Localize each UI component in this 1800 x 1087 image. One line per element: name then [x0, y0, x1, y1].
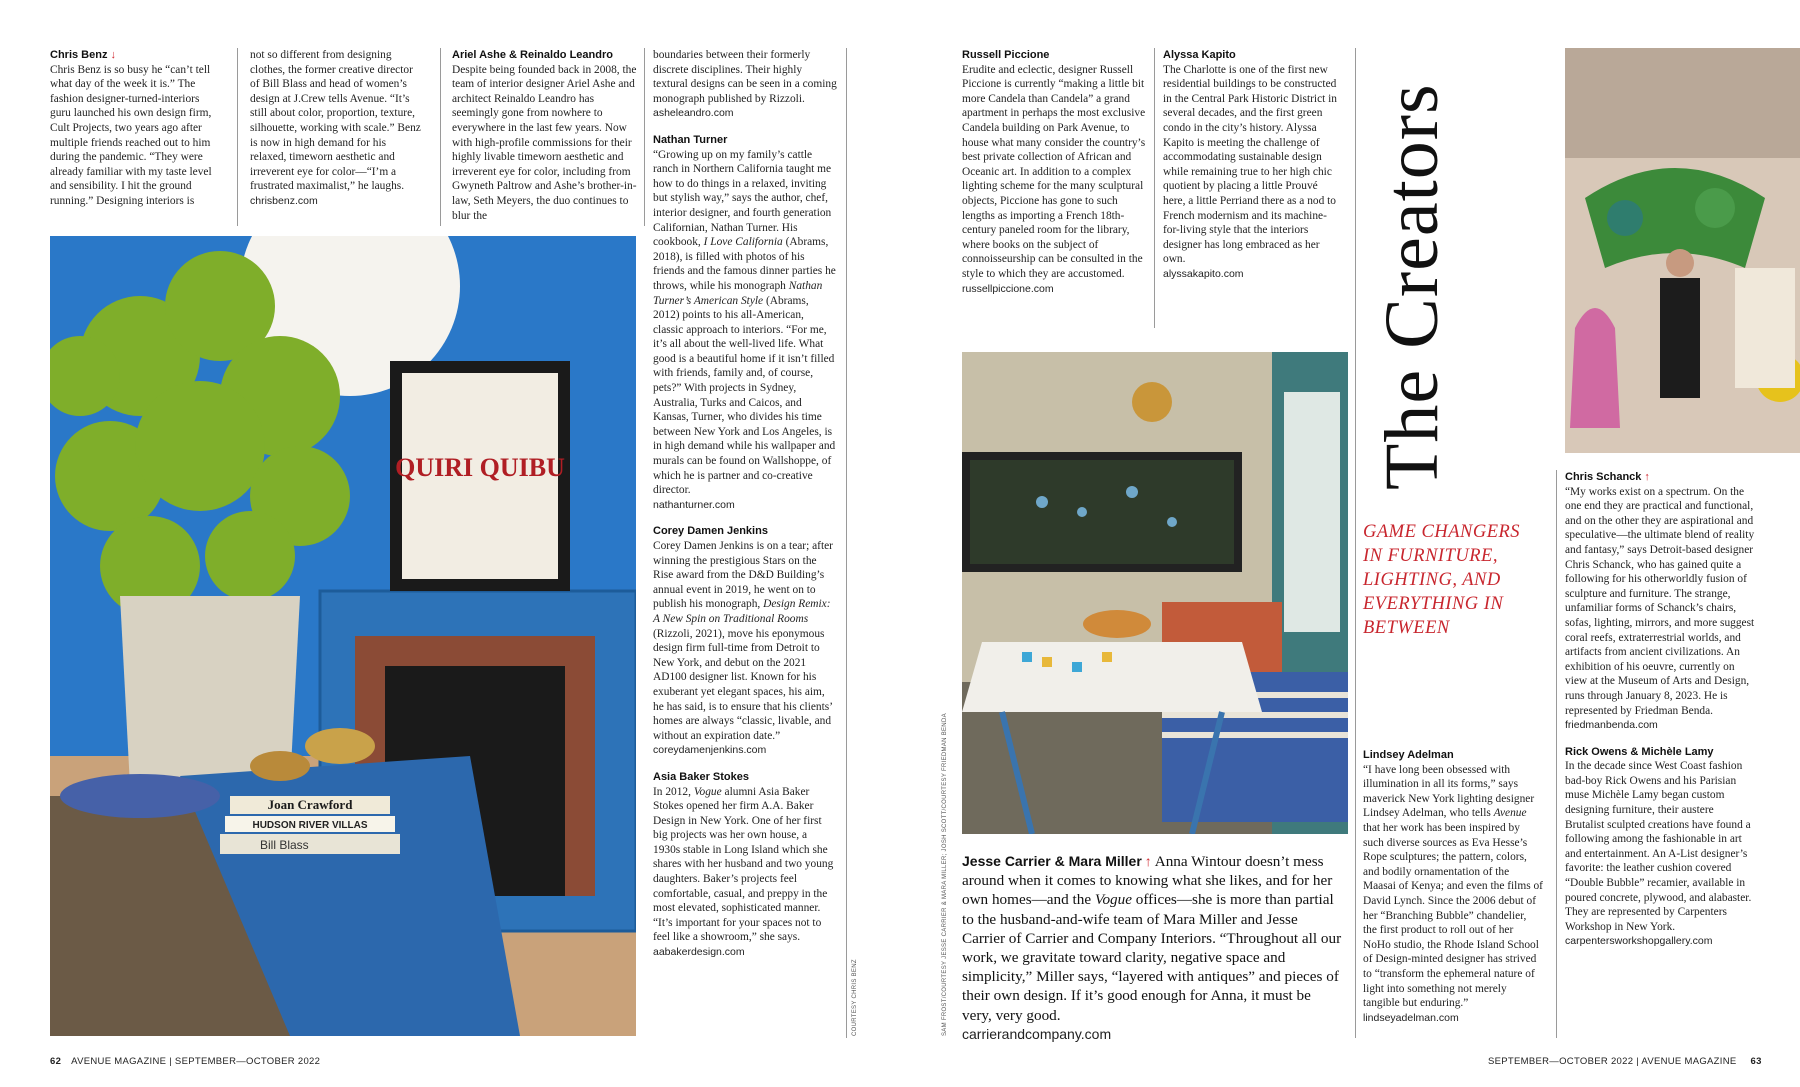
carrier-miller-dining-photo [962, 352, 1348, 834]
publication-name: Avenue [1493, 807, 1527, 820]
dining-illustration [962, 352, 1348, 834]
heading-chris-benz: Chris Benz ↓ [50, 49, 116, 61]
column-rule [1556, 470, 1557, 1038]
photo-credit: SAM FROST/COURTESY JESSE CARRIER & MARA MILLER; JOSH SCOTT/COURTESY FRIEDMAN BENDA [942, 713, 948, 1036]
body-text: Erudite and eclectic, designer Russell Piccione is currently “making a little bit more Candela than Candela” a grand apartment in perhaps the most exclusive Candela building on Park Avenue, to house what many consider the country’s best private collection of African and Oceanic art. In addition to a complex lighting scheme for the many sculptural objects, Piccione has gone to such lengths as importing a French 18th-century paneled room for the library, where books on the subject of connoisseurship can be consulted in the style to which they are accustomed. [962, 63, 1146, 280]
left-col-4 [653, 48, 837, 960]
body-text: not so different from designing clothes, the former creative director of Bill Blass and head of women’s design at J.Crew tells Avenue. “It’s still about color, proportion, texture, silhouette, working with scale.” Benz is now in high demand for his relaxed, timeworn aesthetic and irreverent eye for color—“I’m a frustrated maximalist,” he laughs. [250, 49, 421, 193]
left-col-2 [250, 48, 425, 209]
right-col-4 [1565, 470, 1755, 949]
footer-right [1488, 1056, 1762, 1067]
body-text: (Rizzoli, 2021), move his eponymous design firm full-time from Detroit to New York, and debut on the 2021 AD100 designer list. Known for his exuberant yet elegant spaces, his aim, he has said, is to ensure that his clients’ homes are always “classic, livable, and without an expiration date.” [653, 627, 833, 742]
right-col-1 [962, 48, 1150, 296]
right-col-2 [1163, 48, 1340, 282]
heading-ashe-leandro: Ariel Ashe & Reinaldo Leandro [452, 49, 613, 61]
heading-lindsey-adelman: Lindsey Adelman [1363, 749, 1454, 761]
column-rule [440, 48, 441, 226]
feature-carrier-miller [962, 852, 1344, 1044]
body-text: Anna Wintour doesn’t mess around when it comes to knowing what she likes, and for her own homes—and the [962, 853, 1333, 909]
heading-owens-lamy: Rick Owens & Michèle Lamy [1565, 745, 1714, 758]
chris-schanck-studio-photo [1565, 48, 1800, 453]
url-chrisbenz[interactable]: chrisbenz.com [250, 194, 318, 207]
publication-name: Vogue [1094, 891, 1132, 909]
body-text: “My works exist on a spectrum. On the one end they are practical and functional, and on the other they are aspirational and speculative—the ultimate blend of reality and fantasy,” says Detroit-based designer Chris Schanck, who has gained quite a following for his otherworldly fusion of sculpture and furniture. The strange, unfamiliar forms of Schanck’s chairs, sofas, lighting, mirrors, and more suggest coral reefs, extraterrestrial worlds, and artifacts from ancient civilizations. An exhibition of his oeuvre, currently on view at the Museum of Arts and Design, runs through January 8, 2023. He is represented by Friedman Benda. [1565, 485, 1755, 717]
footer-text: SEPTEMBER—OCTOBER 2022 | AVENUE MAGAZINE [1488, 1056, 1737, 1067]
arrow-up-icon: ↑ [1644, 471, 1650, 483]
body-text: The Charlotte is one of the first new residential buildings to be constructed in the Central Park Historic District in several decades, and the first green condo in the city’s history. Alyssa Kapito is meeting the challenge of accommodating sustainable design while remaining true to her high chic quotient by placing a little Prouvé here, a little Perriand there as a nod to French modernism and its machine-for-living style that the interiors designer has long embraced as her own. [1163, 63, 1337, 266]
arrow-up-icon: ↑ [1144, 853, 1152, 869]
column-rule [237, 48, 238, 226]
left-col-1 [50, 48, 222, 209]
body-text: offices—she is more than partial to the husband-and-wife team of Mara Miller and Jesse Carrier of Carrier and Company Interiors. “Throughout all our work, we gravitate toward clarity, negative space and simplicity,” Miller says, “layered with antiques” and pieces of their own design. If it’s good enough for Anna, it must be very, very good. [962, 891, 1342, 1024]
body-text: “Growing up on my family’s cattle ranch in Northern California taught me how to do things in a relaxed, inviting but stylish way,” says the author, chef, interior designer, and fourth generation Californian, Nathan Turner. His cookbook, [653, 148, 832, 249]
photo-credit: COURTESY CHRIS BENZ [852, 959, 858, 1036]
url-carpentersworkshop[interactable]: carpentersworkshopgallery.com [1565, 935, 1713, 948]
url-lindseyadelman[interactable]: lindseyadelman.com [1363, 1011, 1459, 1024]
book-spine: HUDSON RIVER VILLAS [252, 820, 368, 831]
body-text: Chris Benz is so busy he “can’t tell what day of the week it is.” The fashion designer-turned-interiors guru launched his own design firm, Cult Projects, two years ago after multiple friends reached out to him during the pandemic. “They were already familiar with my taste level and sensibility. I hit the ground running.” Designing interiors is [50, 63, 212, 207]
book-title: Design Remix: A New Spin on Traditional Rooms [653, 598, 831, 625]
body-text: (Abrams, 2018), is filled with photos of his friends and the famous dinner parties he throws, while his monograph [653, 236, 836, 292]
room-illustration [50, 236, 636, 1036]
page-subtitle: GAME CHANGERS IN FURNITURE, LIGHTING, AND EVERYTHING IN BETWEEN [1363, 522, 1521, 638]
book-spine: Bill Blass [260, 838, 309, 852]
page-number: 62 [50, 1056, 62, 1067]
body-text: In 2012, [653, 785, 691, 798]
arrow-down-icon: ↓ [110, 49, 116, 61]
body-text: boundaries between their formerly discrete disciplines. Their highly textural designs can be seen in a coming monograph published by Rizzoli. [653, 49, 837, 105]
body-text: that her work has been inspired by such diverse sources as Eva Hesse’s Rope sculptures; the pattern, colors, and bodily ornamentation of the Maasai of Kenya; and even the films of David Lynch. Since the 2006 debut of her “Branching Bubble” chandelier, the first product to roll out of her NoHo studio, the Rhode Island School of Design-minted designer has strived to “transform the ephemeral nature of light into something not merely tangible but enduring.” [1363, 821, 1543, 1010]
url-asheleandro[interactable]: asheleandro.com [653, 107, 734, 120]
url-nathanturner[interactable]: nathanturner.com [653, 498, 735, 511]
publication-name: Vogue [693, 785, 722, 798]
url-friedmanbenda[interactable]: friedmanbenda.com [1565, 719, 1658, 732]
heading-alyssa-kapito: Alyssa Kapito [1163, 49, 1236, 61]
heading-chris-schanck: Chris Schanck ↑ [1565, 471, 1650, 483]
column-rule [1355, 48, 1356, 1038]
body-text: Despite being founded back in 2008, the team of interior designer Ariel Ashe and architect Reinaldo Leandro has seemingly gone from nowhere to everywhere in the last few years. Now with high-profile commissions for their highly livable timeworn aesthetic and irreverent eye for color, including from Gwyneth Paltrow and Ashe’s brother-in-law, Seth Meyers, the duo continues to blur the [452, 63, 637, 222]
heading-corey-damen-jenkins: Corey Damen Jenkins [653, 525, 768, 538]
url-russellpiccione[interactable]: russellpiccione.com [962, 282, 1054, 295]
column-rule [1154, 48, 1155, 328]
body-text: Corey Damen Jenkins is on a tear; after winning the prestigious Stars on the Rise award from the D&D Building’s annual event in 2019, he went on to publish his monograph, [653, 540, 833, 611]
footer-text: AVENUE MAGAZINE | SEPTEMBER—OCTOBER 2022 [71, 1056, 321, 1067]
column-rule [846, 48, 847, 1038]
heading-russell-piccione: Russell Piccione [962, 49, 1050, 61]
url-carrierandcompany[interactable]: carrierandcompany.com [962, 1025, 1112, 1042]
url-coreydamenjenkins[interactable]: coreydamenjenkins.com [653, 744, 767, 757]
studio-illustration [1565, 48, 1800, 453]
body-text: (Abrams, 2012) points to his all-American, classic approach to interiors. “For me, it’s all about the well-lived life. What good is a beautiful home if it isn’t filled with friends, family and, of course, pets?” With projects in Sydney, Australia, Turks and Caicos, and Kansas, Turner, who divides his time between New York and Los Angeles, is in high demand while his wallpaper and murals can be found on Wallshoppe, of which he is partner and co-creative director. [653, 294, 836, 497]
heading-asia-baker-stokes: Asia Baker Stokes [653, 770, 749, 783]
body-text: alumni Asia Baker Stokes opened her firm A.A. Baker Design in New York. One of her first big projects was her own house, a 1930s stable in Long Island which she shares with her husband and two young daughters. Baker’s projects feel comfortable, casual, and preppy in the most elevated, sophisticated manner. “It’s important for your spaces not to feel like a showroom,” she says. [653, 785, 834, 944]
url-aabakerdesign[interactable]: aabakerdesign.com [653, 946, 745, 959]
page-title: The Creators [1370, 83, 1454, 490]
left-col-3 [452, 48, 639, 223]
footer-left [50, 1056, 320, 1067]
body-text: In the decade since West Coast fashion bad-boy Rick Owens and his Parisian muse Michèle Lamy began custom designing furniture, their austere Brutalist sculpted creations have found a following among the fashionable in art and entertainment. An A-List designer’s favorite: the leather cushion covered “Double Bubble” recamier, available in poured concrete, plywood, and alabaster. They are represented by Carpenters Workshop in New York. [1565, 760, 1752, 933]
page-number: 63 [1750, 1056, 1762, 1067]
heading-nathan-turner: Nathan Turner [653, 133, 728, 146]
url-alyssakapito[interactable]: alyssakapito.com [1163, 267, 1244, 280]
column-rule [644, 48, 645, 226]
poster-text: QUIRI QUIBU [395, 453, 565, 482]
book-title: Nathan Turner’s American Style [653, 279, 823, 307]
chris-benz-room-photo [50, 236, 636, 1036]
book-title: I Love California [703, 236, 783, 249]
right-col-3 [1363, 748, 1543, 1025]
book-spine: Joan Crawford [267, 797, 353, 812]
body-text: “I have long been obsessed with illumination in all its forms,” says maverick New York lighting designer Lindsey Adelman, who tells [1363, 763, 1535, 820]
heading-carrier-miller: Jesse Carrier & Mara Miller [962, 853, 1142, 869]
